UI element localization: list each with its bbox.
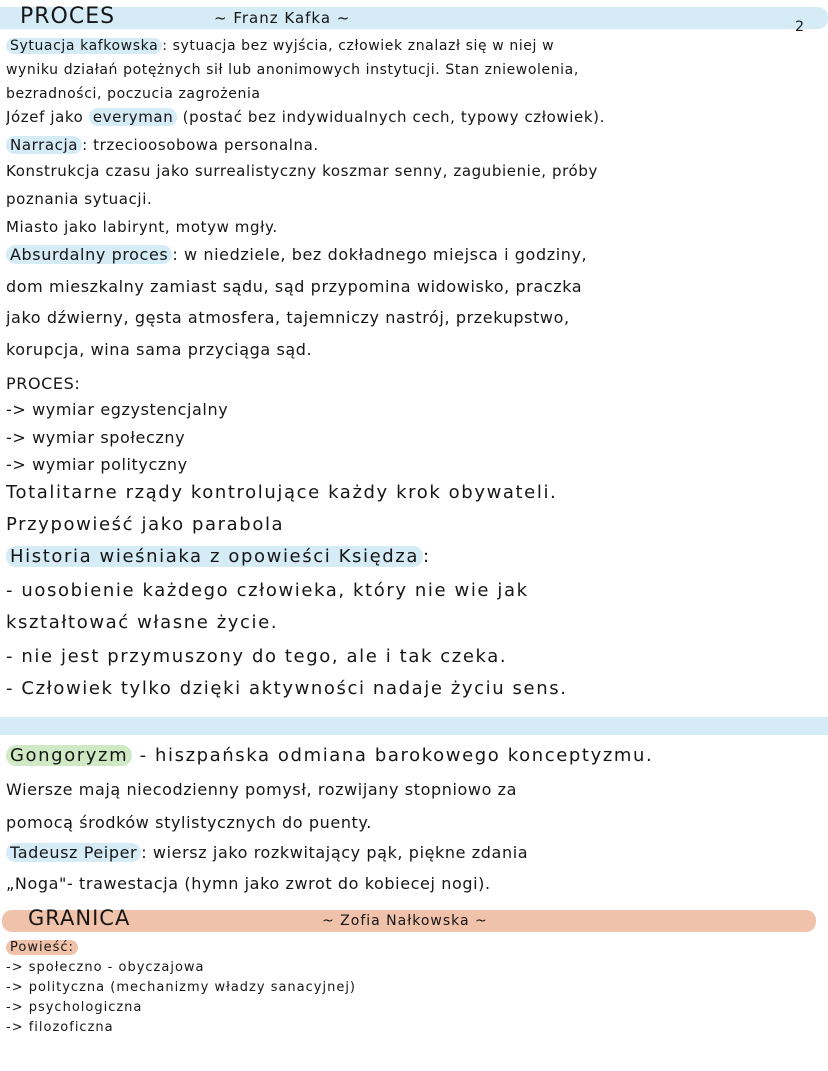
peiper-line	[6, 843, 820, 862]
wymiar-item: -> wymiar egzystencjalny	[6, 400, 229, 419]
historia-point: - uosobienie każdego człowieka, który nie wie jak	[6, 580, 529, 601]
sytuacja-line-3: bezradności, poczucia zagrożenia	[6, 86, 261, 102]
sytuacja-term: Sytuacja kafkowska	[6, 38, 162, 54]
peiper-text: : wiersz jako rozkwitający pąk, piękne zdania	[141, 843, 529, 862]
section-divider	[0, 717, 828, 735]
absurd-line-1	[6, 245, 820, 264]
absurd-text-1: : w niedziele, bez dokładnego miejsca i godziny,	[172, 245, 588, 264]
gongoryzm-line-2: Wiersze mają niecodzienny pomysł, rozwijany stopniowo za	[6, 780, 518, 799]
powiesc-type: -> filozoficzna	[6, 1020, 114, 1035]
historia-term: Historia wieśniaka z opowieści Księdza	[6, 546, 423, 567]
historia-colon: :	[423, 546, 431, 567]
everyman-term: everyman	[89, 108, 178, 126]
miasto-line: Miasto jako labirynt, motyw mgły.	[6, 218, 278, 236]
jozef-text-1: Józef jako	[6, 108, 89, 126]
powiesc-type: -> polityczna (mechanizmy władzy sanacyjnej)	[6, 980, 357, 995]
proces-title: PROCES	[20, 4, 116, 29]
proces-author: ~ Franz Kafka ~	[214, 9, 351, 27]
konstrukcja-line-1: Konstrukcja czasu jako surrealistyczny koszmar senny, zagubienie, próby	[6, 162, 598, 180]
jozef-text-2: (postać bez indywidualnych cech, typowy człowiek).	[177, 108, 605, 126]
jozef-line	[6, 108, 820, 126]
powiesc-type: -> społeczno - obyczajowa	[6, 960, 205, 975]
przypowiesc-line: Przypowieść jako parabola	[6, 514, 285, 535]
gongoryzm-term: Gongoryzm	[6, 745, 132, 766]
absurd-line-2: dom mieszkalny zamiast sądu, sąd przypomina widowisko, praczka	[6, 277, 583, 296]
sytuacja-text-1: : sytuacja bez wyjścia, człowiek znalazł się w niej w	[162, 38, 555, 54]
sytuacja-line-2: wyniku działań potężnych sił lub anonimowych instytucji. Stan zniewolenia,	[6, 62, 579, 78]
page-number: 2	[795, 19, 804, 35]
historia-point: kształtować własne życie.	[6, 612, 279, 633]
narracja-line	[6, 136, 820, 154]
peiper-term: Tadeusz Peiper	[6, 843, 141, 862]
sytuacja-line-1	[6, 38, 820, 54]
powiesc-label: Powieść:	[6, 940, 78, 955]
gongoryzm-text-1: - hiszpańska odmiana barokowego konceptyzmu.	[132, 745, 654, 766]
powiesc-type: -> psychologiczna	[6, 1000, 143, 1015]
gongoryzm-line-1	[6, 745, 820, 766]
wymiar-item: -> wymiar polityczny	[6, 455, 188, 474]
historia-point: - nie jest przymuszony do tego, ale i tak czeka.	[6, 646, 508, 667]
proces-title-bar	[0, 7, 828, 29]
absurd-line-3: jako dźwierny, gęsta atmosfera, tajemniczy nastrój, przekupstwo,	[6, 308, 570, 327]
absurd-term: Absurdalny proces	[6, 245, 172, 264]
totalitarne-line: Totalitarne rządy kontrolujące każdy krok obywateli.	[6, 482, 558, 503]
granica-title: GRANICA	[28, 906, 131, 930]
wymiary-heading: PROCES:	[6, 374, 81, 393]
absurd-line-4: korupcja, wina sama przyciąga sąd.	[6, 340, 313, 359]
historia-line	[6, 546, 820, 567]
wymiar-item: -> wymiar społeczny	[6, 428, 186, 447]
granica-author: ~ Zofia Nałkowska ~	[322, 913, 488, 929]
powiesc-label-line	[6, 940, 820, 955]
narracja-text: : trzecioosobowa personalna.	[82, 136, 319, 154]
noga-line: „Noga"- trawestacja (hymn jako zwrot do kobiecej nogi).	[6, 874, 491, 893]
gongoryzm-line-3: pomocą środków stylistycznych do puenty.	[6, 813, 372, 832]
historia-point: - Człowiek tylko dzięki aktywności nadaje życiu sens.	[6, 678, 568, 699]
konstrukcja-line-2: poznania sytuacji.	[6, 190, 153, 208]
narracja-term: Narracja	[6, 136, 82, 154]
